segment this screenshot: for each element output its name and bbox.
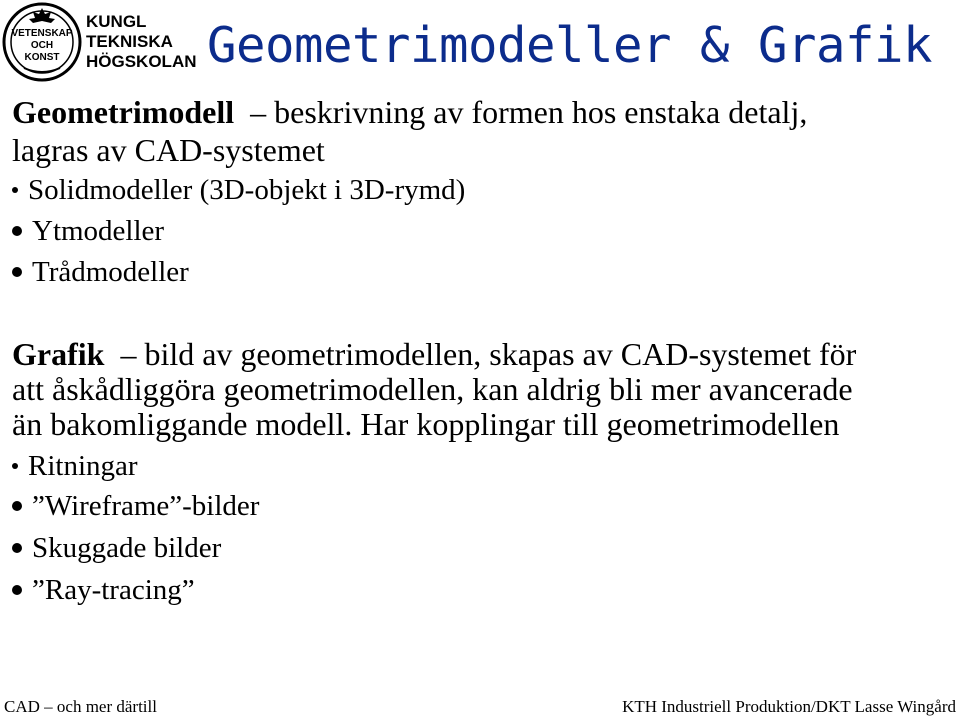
kth-logo — [0, 0, 197, 86]
kth-seal-icon — [2, 2, 82, 82]
bullet-icon — [12, 585, 22, 595]
grafik-definition-line1 — [12, 336, 856, 372]
grafik-definition-line2: att åskådliggöra geometrimodellen, kan aldrig bli mer avancerade — [12, 371, 853, 407]
grafik-definition-line3: än bakomliggande modell. Har kopplingar till geometrimodellen — [12, 406, 840, 442]
term-geometrimodell: Geometrimodell — [12, 94, 235, 130]
slide-title: Geometrimodeller & Grafik — [207, 17, 933, 74]
definition-dash: – — [250, 94, 267, 130]
geometrimodell-definition-text-1: beskrivning av formen hos enstaka detalj, — [274, 94, 808, 130]
seal-text-bottom: KONST — [24, 52, 60, 63]
bullet-icon — [12, 187, 18, 193]
seal-text-top: VETENSKAP — [11, 28, 73, 39]
footer-left: CAD – och mer därtill — [4, 697, 157, 716]
list-item-ray-tracing: ”Ray-tracing” — [32, 574, 195, 606]
bullet-icon — [12, 267, 22, 277]
list-item-skuggade-bilder: Skuggade bilder — [32, 532, 222, 564]
logo-line-3: HÖGSKOLAN — [86, 52, 197, 71]
grafik-definition-text-1: bild av geometrimodellen, skapas av CAD-systemet för — [144, 336, 857, 372]
list-item-ytmodeller: Ytmodeller — [32, 215, 165, 247]
footer-right: KTH Industriell Produktion/DKT Lasse Wingård — [622, 697, 956, 716]
logo-line-2: TEKNISKA — [86, 32, 173, 51]
term-grafik: Grafik — [12, 336, 105, 372]
list-item-ritningar: Ritningar — [28, 450, 138, 482]
definition-dash: – — [120, 336, 137, 372]
bullet-icon — [12, 226, 22, 236]
geometrimodell-definition-line2: lagras av CAD-systemet — [12, 132, 325, 168]
list-item-tradmodeller: Trådmodeller — [32, 256, 189, 288]
geometrimodell-definition-line1 — [12, 94, 807, 130]
logo-line-1: KUNGL — [86, 12, 147, 31]
list-item-wireframe: ”Wireframe”-bilder — [32, 490, 260, 522]
seal-text-mid: OCH — [30, 40, 54, 51]
bullet-icon — [12, 543, 22, 553]
bullet-icon — [12, 501, 22, 511]
list-item-solidmodeller: Solidmodeller (3D-objekt i 3D-rymd) — [28, 174, 466, 206]
bullet-icon — [12, 463, 18, 469]
logo-wordmark — [86, 12, 197, 72]
